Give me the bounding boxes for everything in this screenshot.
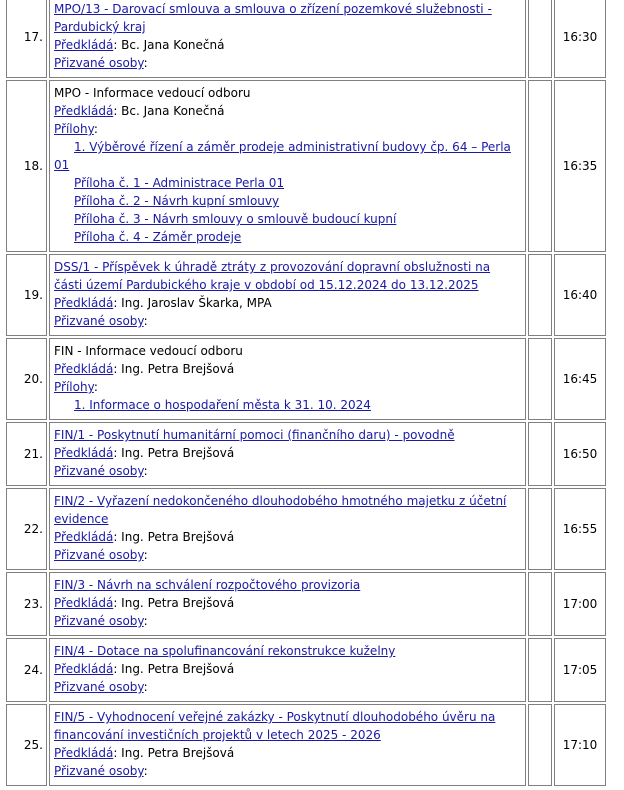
item-content: DSS/1 - Příspěvek k úhradě ztráty z provozování dopravní obslužnosti na části území Pardubického kraje v období od 15.12.2024 do 13.12.2025 Předkládá: Ing. Jaroslav Škarka, MPA Přizvané osoby: — [49, 254, 526, 336]
attachment-item — [54, 210, 521, 228]
presenter-label: Předkládá — [54, 662, 114, 676]
presenter-name: Ing. Petra Brejšová — [121, 362, 235, 376]
invited-label: Přizvané osoby — [54, 680, 144, 694]
presenter-label: Předkládá — [54, 446, 114, 460]
presenter-name: Ing. Petra Brejšová — [121, 746, 235, 760]
agenda-body — [6, 0, 606, 786]
item-title: MPO - Informace vedoucí odboru — [54, 86, 251, 100]
attachment-item — [54, 138, 521, 174]
item-content: FIN/4 - Dotace na spolufinancování rekonstrukce kuželny Předkládá: Ing. Petra Brejšová Přizvané osoby: — [49, 638, 526, 702]
presenter-label: Předkládá — [54, 596, 114, 610]
empty-cell — [528, 572, 552, 636]
item-time: 16:50 — [554, 422, 606, 486]
agenda-row — [6, 80, 606, 252]
attachment-item — [54, 174, 521, 192]
presenter-label: Předkládá — [54, 362, 114, 376]
attachment-item — [54, 192, 521, 210]
attachments-label: Přílohy — [54, 380, 94, 394]
item-title-link[interactable]: MPO/13 - Darovací smlouva a smlouva o zřízení pozemkové služebnosti - Pardubický kraj — [54, 2, 492, 34]
agenda-row — [6, 338, 606, 420]
attachment-link[interactable]: Příloha č. 2 - Návrh kupní smlouvy — [74, 194, 280, 208]
item-number: 21. — [6, 422, 47, 486]
presenter-name: Ing. Petra Brejšová — [121, 596, 235, 610]
attachment-item — [54, 228, 521, 246]
agenda-row — [6, 704, 606, 786]
item-number: 22. — [6, 488, 47, 570]
item-title-link[interactable]: FIN/3 - Návrh na schválení rozpočtového provizoria — [54, 578, 361, 592]
item-content: FIN/1 - Poskytnutí humanitární pomoci (finančního daru) - povodně Předkládá: Ing. Petra Brejšová Přizvané osoby: — [49, 422, 526, 486]
agenda-row — [6, 638, 606, 702]
empty-cell — [528, 422, 552, 486]
item-time: 16:35 — [554, 80, 606, 252]
presenter-name: Ing. Petra Brejšová — [121, 446, 235, 460]
item-title-link[interactable]: FIN/5 - Vyhodnocení veřejné zakázky - Poskytnutí dlouhodobého úvěru na financování investičních projektů v letech 2025 - 2026 — [54, 710, 496, 742]
item-number: 24. — [6, 638, 47, 702]
item-time: 17:05 — [554, 638, 606, 702]
item-time: 17:10 — [554, 704, 606, 786]
item-title-link[interactable]: FIN/2 - Vyřazení nedokončeného dlouhodobého hmotného majetku z účetní evidence — [54, 494, 507, 526]
presenter-name: Bc. Jana Konečná — [121, 38, 225, 52]
presenter-label: Předkládá — [54, 530, 114, 544]
item-content: MPO - Informace vedoucí odboru Předkládá: Bc. Jana Konečná Přílohy: 1. Výběrové řízení a záměr prodeje administrativní budovy čp. 64 – Perla 01 Příloha č. 1 - Administrace Perla 01 Příloha č. 2 - Návrh kupní smlouvy Příloha č. 3 - Návrh smlouvy o smlouvě budoucí kupní Příloha č. 4 - Záměr prodeje — [49, 80, 526, 252]
item-title-link[interactable]: FIN/1 - Poskytnutí humanitární pomoci (finančního daru) - povodně — [54, 428, 455, 442]
presenter-label: Předkládá — [54, 746, 114, 760]
attachment-link[interactable]: Příloha č. 4 - Záměr prodeje — [74, 230, 242, 244]
agenda-row — [6, 488, 606, 570]
agenda-row — [6, 422, 606, 486]
presenter-name: Ing. Jaroslav Škarka, MPA — [121, 296, 272, 310]
item-content: FIN/3 - Návrh na schválení rozpočtového provizoria Předkládá: Ing. Petra Brejšová Přizvané osoby: — [49, 572, 526, 636]
item-number: 20. — [6, 338, 47, 420]
presenter-label: Předkládá — [54, 104, 114, 118]
item-title-link[interactable]: DSS/1 - Příspěvek k úhradě ztráty z provozování dopravní obslužnosti na části území Pardubického kraje v období od 15.12.2024 do 13.12.2025 — [54, 260, 491, 292]
empty-cell — [528, 338, 552, 420]
presenter-label: Předkládá — [54, 296, 114, 310]
invited-label: Přizvané osoby — [54, 464, 144, 478]
invited-label: Přizvané osoby — [54, 548, 144, 562]
invited-label: Přizvané osoby — [54, 314, 144, 328]
invited-label: Přizvané osoby — [54, 764, 144, 778]
empty-cell — [528, 0, 552, 78]
attachment-link[interactable]: 1. Výběrové řízení a záměr prodeje administrativní budovy čp. 64 – Perla 01 — [54, 140, 511, 172]
presenter-name: Bc. Jana Konečná — [121, 104, 225, 118]
empty-cell — [528, 638, 552, 702]
item-number: 19. — [6, 254, 47, 336]
item-content: FIN - Informace vedoucí odboru Předkládá: Ing. Petra Brejšová Přílohy: 1. Informace o hospodaření města k 31. 10. 2024 — [49, 338, 526, 420]
item-time: 16:40 — [554, 254, 606, 336]
item-content: FIN/5 - Vyhodnocení veřejné zakázky - Poskytnutí dlouhodobého úvěru na financování investičních projektů v letech 2025 - 2026 Předkládá: Ing. Petra Brejšová Přizvané osoby: — [49, 704, 526, 786]
empty-cell — [528, 80, 552, 252]
presenter-label: Předkládá — [54, 38, 114, 52]
attachment-link[interactable]: 1. Informace o hospodaření města k 31. 10. 2024 — [74, 398, 371, 412]
agenda-row — [6, 572, 606, 636]
empty-cell — [528, 488, 552, 570]
item-time: 17:00 — [554, 572, 606, 636]
attachment-link[interactable]: Příloha č. 1 - Administrace Perla 01 — [74, 176, 285, 190]
item-number: 25. — [6, 704, 47, 786]
presenter-name: Ing. Petra Brejšová — [121, 530, 235, 544]
item-content: FIN/2 - Vyřazení nedokončeného dlouhodobého hmotného majetku z účetní evidence Předkládá: Ing. Petra Brejšová Přizvané osoby: — [49, 488, 526, 570]
attachments-label: Přílohy — [54, 122, 94, 136]
item-number: 17. — [6, 0, 47, 78]
item-number: 18. — [6, 80, 47, 252]
agenda-row — [6, 254, 606, 336]
attachment-link[interactable]: Příloha č. 3 - Návrh smlouvy o smlouvě budoucí kupní — [74, 212, 397, 226]
presenter-name: Ing. Petra Brejšová — [121, 662, 235, 676]
item-content: MPO/13 - Darovací smlouva a smlouva o zřízení pozemkové služebnosti - Pardubický kraj Předkládá: Bc. Jana Konečná Přizvané osoby: — [49, 0, 526, 78]
agenda-row — [6, 0, 606, 78]
item-time: 16:30 — [554, 0, 606, 78]
attachment-item — [54, 396, 521, 414]
item-number: 23. — [6, 572, 47, 636]
invited-label: Přizvané osoby — [54, 56, 144, 70]
item-time: 16:55 — [554, 488, 606, 570]
invited-label: Přizvané osoby — [54, 614, 144, 628]
item-title: FIN - Informace vedoucí odboru — [54, 344, 243, 358]
empty-cell — [528, 254, 552, 336]
empty-cell — [528, 704, 552, 786]
item-time: 16:45 — [554, 338, 606, 420]
agenda-table — [4, 0, 608, 788]
item-title-link[interactable]: FIN/4 - Dotace na spolufinancování rekonstrukce kuželny — [54, 644, 396, 658]
